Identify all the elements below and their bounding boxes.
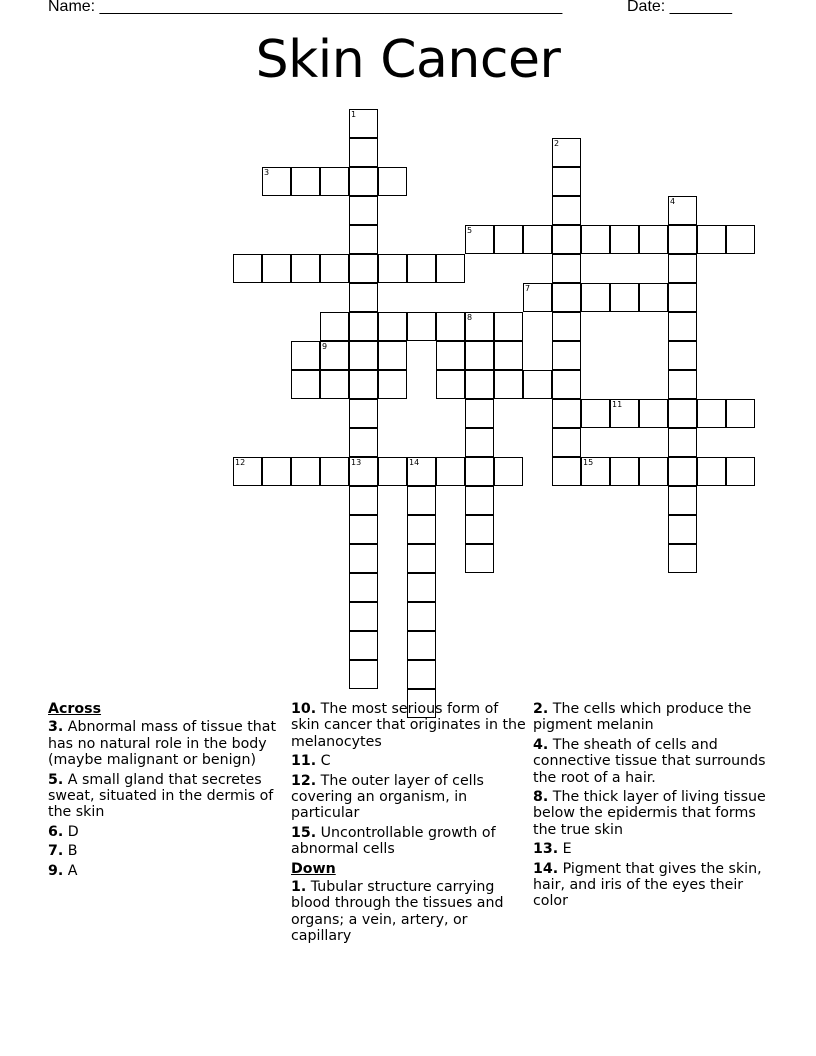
grid-cell[interactable] (523, 283, 552, 312)
clue-down-8: 8. The thick layer of living tissue below the epidermis that forms the true skin (533, 789, 766, 838)
grid-cell[interactable] (639, 225, 668, 254)
grid-cell[interactable] (552, 254, 581, 283)
grid-cell[interactable] (349, 283, 378, 312)
grid-cell[interactable] (552, 457, 581, 486)
grid-cell[interactable] (726, 225, 755, 254)
grid-cell[interactable] (523, 225, 552, 254)
grid-cell[interactable] (552, 428, 581, 457)
clue-across-15: 15. Uncontrollable growth of abnormal cells (291, 824, 496, 858)
grid-cell[interactable] (349, 399, 378, 428)
grid-cell[interactable] (668, 399, 697, 428)
clue-down-13: 13. E (533, 841, 572, 858)
grid-cell[interactable] (668, 544, 697, 573)
grid-cell[interactable] (291, 254, 320, 283)
grid-cell[interactable] (581, 457, 610, 486)
grid-cell[interactable] (349, 631, 378, 660)
clue-number: 2 (554, 139, 560, 148)
grid-cell[interactable] (494, 225, 523, 254)
clue-across-12: 12. The outer layer of cells covering an organism, in particular (291, 772, 484, 822)
grid-cell[interactable] (668, 341, 697, 370)
grid-cell[interactable] (407, 515, 436, 544)
grid-cell[interactable] (610, 283, 639, 312)
grid-cell[interactable] (378, 341, 407, 370)
clue-across-3: 3. Abnormal mass of tissue that has no natural role in the body (maybe malignant or benign) (48, 719, 277, 769)
grid-cell[interactable] (465, 544, 494, 573)
grid-cell[interactable] (697, 225, 726, 254)
clue-number: 9 (322, 342, 328, 351)
grid-cell[interactable] (465, 312, 494, 341)
across-heading: Across (48, 701, 102, 717)
grid-cell[interactable] (349, 602, 378, 631)
clue-number: 5 (467, 226, 473, 235)
grid-cell[interactable] (407, 544, 436, 573)
grid-cell[interactable] (349, 515, 378, 544)
grid-cell[interactable] (320, 254, 349, 283)
grid-cell[interactable] (349, 370, 378, 399)
grid-cell[interactable] (291, 457, 320, 486)
grid-cell[interactable] (465, 399, 494, 428)
grid-cell[interactable] (523, 370, 552, 399)
grid-cell[interactable] (465, 486, 494, 515)
grid-cell[interactable] (349, 254, 378, 283)
grid-cell[interactable] (407, 254, 436, 283)
grid-cell[interactable] (697, 457, 726, 486)
grid-cell[interactable] (349, 428, 378, 457)
grid-cell[interactable] (407, 312, 436, 341)
grid-cell[interactable] (581, 283, 610, 312)
grid-cell[interactable] (320, 370, 349, 399)
grid-cell[interactable] (465, 341, 494, 370)
clue-number: 15 (583, 458, 594, 467)
name-field: Name: ____________________________________________________ (48, 0, 563, 15)
grid-cell[interactable] (726, 399, 755, 428)
grid-cell[interactable] (668, 370, 697, 399)
grid-cell[interactable] (668, 457, 697, 486)
grid-cell[interactable] (262, 167, 291, 196)
clue-across-7: 7. B (48, 843, 78, 860)
grid-cell[interactable] (349, 312, 378, 341)
clue-number: 4 (670, 197, 676, 206)
grid-cell[interactable] (349, 109, 378, 138)
grid-cell[interactable] (465, 428, 494, 457)
grid-cell[interactable] (639, 457, 668, 486)
grid-cell[interactable] (552, 370, 581, 399)
clue-column-1 (48, 701, 284, 882)
clue-across-5: 5. A small gland that secretes sweat, situated in the dermis of the skin (48, 771, 274, 821)
grid-cell[interactable] (494, 370, 523, 399)
clue-number: 11 (612, 400, 623, 409)
grid-cell[interactable] (668, 515, 697, 544)
grid-cell[interactable] (320, 312, 349, 341)
grid-cell[interactable] (349, 167, 378, 196)
grid-cell[interactable] (668, 196, 697, 225)
grid-cell[interactable] (436, 312, 465, 341)
clue-down-2: 2. The cells which produce the pigment melanin (533, 701, 752, 734)
grid-cell[interactable] (407, 660, 436, 689)
grid-cell[interactable] (349, 341, 378, 370)
grid-cell[interactable] (726, 457, 755, 486)
grid-cell[interactable] (233, 254, 262, 283)
grid-cell[interactable] (349, 486, 378, 515)
grid-cell[interactable] (552, 399, 581, 428)
clue-number: 14 (409, 458, 420, 467)
grid-cell[interactable] (494, 341, 523, 370)
grid-cell[interactable] (349, 225, 378, 254)
grid-cell[interactable] (436, 254, 465, 283)
grid-cell[interactable] (552, 225, 581, 254)
grid-cell[interactable] (378, 167, 407, 196)
grid-cell[interactable] (349, 138, 378, 167)
clue-number: 8 (467, 313, 473, 322)
grid-cell[interactable] (610, 225, 639, 254)
grid-cell[interactable] (552, 196, 581, 225)
grid-cell[interactable] (494, 457, 523, 486)
grid-cell[interactable] (407, 602, 436, 631)
clue-number: 13 (351, 458, 362, 467)
grid-cell[interactable] (610, 457, 639, 486)
grid-cell[interactable] (291, 167, 320, 196)
grid-cell[interactable] (262, 254, 291, 283)
clue-down-14: 14. Pigment that gives the skin, hair, and iris of the eyes their color (533, 860, 762, 910)
grid-cell[interactable] (552, 167, 581, 196)
clue-across-11: 11. C (291, 753, 331, 770)
clue-number: 3 (264, 168, 270, 177)
grid-cell[interactable] (349, 573, 378, 602)
grid-cell[interactable] (407, 573, 436, 602)
grid-cell[interactable] (320, 341, 349, 370)
grid-cell[interactable] (465, 515, 494, 544)
clue-column-3 (533, 701, 769, 913)
grid-cell[interactable] (639, 283, 668, 312)
grid-cell[interactable] (291, 341, 320, 370)
clue-column-2 (291, 701, 527, 948)
grid-cell[interactable] (378, 370, 407, 399)
grid-cell[interactable] (262, 457, 291, 486)
grid-cell[interactable] (581, 225, 610, 254)
grid-cell[interactable] (639, 399, 668, 428)
grid-cell[interactable] (320, 167, 349, 196)
grid-cell[interactable] (465, 225, 494, 254)
grid-cell[interactable] (581, 399, 610, 428)
grid-cell[interactable] (436, 370, 465, 399)
grid-cell[interactable] (378, 457, 407, 486)
grid-cell[interactable] (552, 341, 581, 370)
grid-cell[interactable] (378, 254, 407, 283)
clue-number: 1 (351, 110, 357, 119)
grid-cell[interactable] (668, 225, 697, 254)
grid-cell[interactable] (349, 660, 378, 689)
grid-cell[interactable] (552, 138, 581, 167)
grid-cell[interactable] (349, 196, 378, 225)
down-heading: Down (291, 860, 336, 877)
grid-cell[interactable] (349, 544, 378, 573)
grid-cell[interactable] (668, 312, 697, 341)
clue-down-4: 4. The sheath of cells and connective tissue that surrounds the root of a hair. (533, 736, 766, 786)
grid-cell[interactable] (407, 486, 436, 515)
clue-across-9: 9. A (48, 862, 78, 879)
grid-cell[interactable] (465, 457, 494, 486)
grid-cell[interactable] (320, 457, 349, 486)
grid-cell[interactable] (668, 428, 697, 457)
clue-number: 12 (235, 458, 246, 467)
grid-cell[interactable] (465, 370, 494, 399)
clue-across-10: 10. The most serious form of skin cancer that originates in the melanocytes (291, 701, 526, 750)
clue-number: 7 (525, 284, 531, 293)
grid-cell[interactable] (552, 283, 581, 312)
page-title: Skin Cancer (255, 30, 561, 90)
grid-cell[interactable] (552, 312, 581, 341)
grid-cell[interactable] (436, 457, 465, 486)
grid-cell[interactable] (407, 631, 436, 660)
grid-cell[interactable] (494, 312, 523, 341)
grid-cell[interactable] (668, 486, 697, 515)
grid-cell[interactable] (233, 457, 262, 486)
clue-down-1: 1. Tubular structure carrying blood through the tissues and organs; a vein, artery, or capillary (291, 879, 504, 945)
grid-cell[interactable] (436, 341, 465, 370)
grid-cell[interactable] (610, 399, 639, 428)
clue-across-6: 6. D (48, 823, 79, 840)
grid-cell[interactable] (291, 370, 320, 399)
date-field: Date: _______ (627, 0, 732, 15)
grid-cell[interactable] (407, 457, 436, 486)
grid-cell[interactable] (668, 254, 697, 283)
grid-cell[interactable] (668, 283, 697, 312)
grid-cell[interactable] (697, 399, 726, 428)
grid-cell[interactable] (378, 312, 407, 341)
grid-cell[interactable] (349, 457, 378, 486)
